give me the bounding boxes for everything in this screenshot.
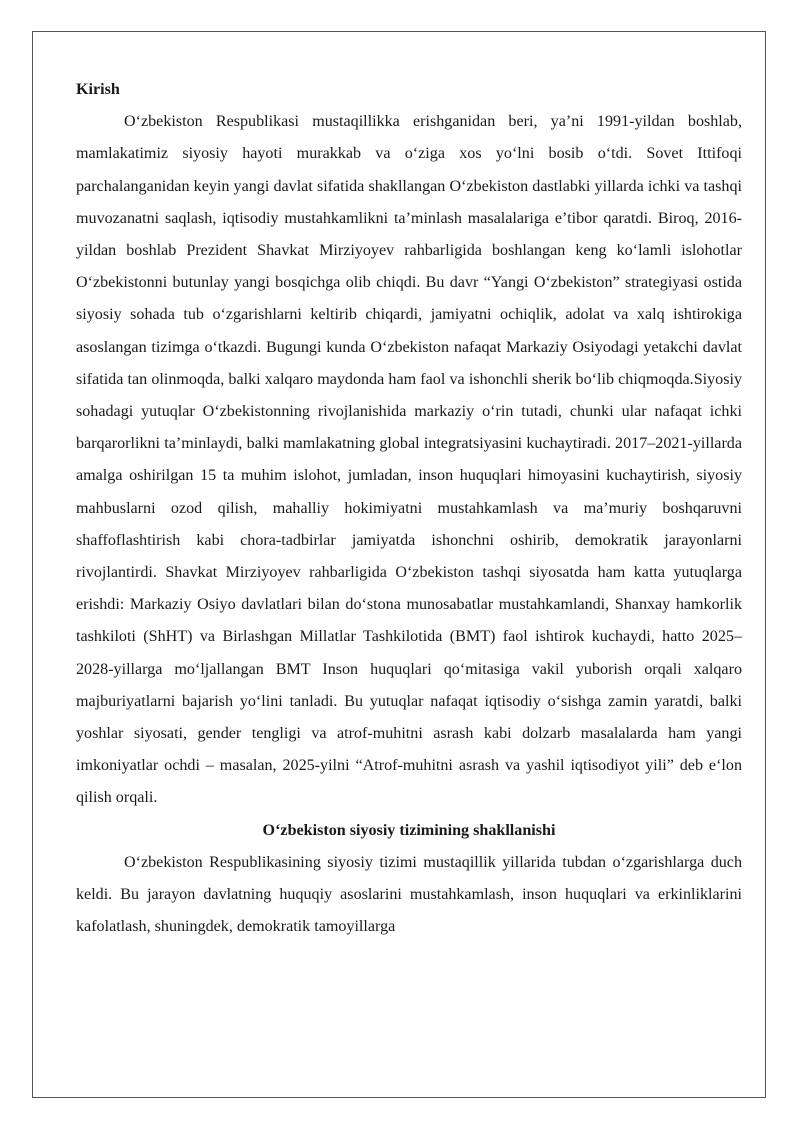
document-body bbox=[76, 74, 742, 943]
political-system-paragraph: O‘zbekiston Respublikasining siyosiy tizimi mustaqillik yillarida tubdan o‘zgarishlarga duch keldi. Bu jarayon davlatning huquqiy asoslarini mustahkamlash, inson huquqlari va erkinliklarini kafolatlash, shuningdek, demokratik tamoyillarga bbox=[76, 853, 742, 936]
section-heading-political-system: O‘zbekiston siyosiy tizimining shakllanishi bbox=[262, 821, 556, 839]
section-heading-intro: Kirish bbox=[76, 81, 120, 98]
intro-paragraph: O‘zbekiston Respublikasi mustaqillikka erishganidan beri, ya’ni 1991-yildan boshlab, mamlakatimiz siyosiy hayoti murakkab va o‘ziga xos yo‘lni bosib o‘tdi. Sovet Ittifoqi parchalanganidan keyin yangi davlat sifatida shakllangan O‘zbekiston dastlabki yillarda ichki va tashqi muvozanatni saqlash, iqtisodiy mustahkamlikni ta’minlash masalalariga e’tibor qaratdi. Biroq, 2016-yildan boshlab Prezident Shavkat Mirziyoyev rahbarligida boshlangan keng ko‘lamli islohotlar O‘zbekistonni butunlay yangi bosqichga olib chiqdi. Bu davr “Yangi O‘zbekiston” strategiyasi ostida siyosiy sohada tub o‘zgarishlarni keltirib chiqardi, jamiyatni ochiqlik, adolat va xalq ishtirokiga asoslangan tizimga o‘tkazdi. Bugungi kunda O‘zbekiston nafaqat Markaziy Osiyodagi yetakchi davlat sifatida tan olinmoqda, balki xalqaro maydonda ham faol va ishonchli sherik bo‘lib chiqmoqda.Siyosiy sohadagi yutuqlar O‘zbekistonning rivojlanishida markaziy o‘rin tutadi, chunki ular nafaqat ichki barqarorlikni ta’minlaydi, balki mamlakatning global integratsiyasini kuchaytiradi. 2017–2021-yillarda amalga oshirilgan 15 ta muhim islohot, jumladan, inson huquqlari himoyasini kuchaytirish, siyosiy mahbuslarni ozod qilish, mahalliy hokimiyatni mustahkamlash va ma’muriy boshqaruvni shaffoflashtirish kabi chora-tadbirlar jamiyatda ishonchni oshirib, demokratik jarayonlarni rivojlantirdi. Shavkat Mirziyoyev rahbarligida O‘zbekiston tashqi siyosatda ham katta yutuqlarga erishdi: Markaziy Osiyo davlatlari bilan do‘stona munosabatlar mustahkamlandi, Shanxay hamkorlik tashkiloti (ShHT) va Birlashgan Millatlar Tashkilotida (BMT) faol ishtirok kuchaydi, hatto 2025–2028-yillarga mo‘ljallangan BMT Inson huquqlari qo‘mitasiga vakil yuborish orqali xalqaro majburiyatlarni bajarish yo‘lini tanladi. Bu yutuqlar nafaqat iqtisodiy o‘sishga zamin yaratdi, balki yoshlar siyosati, gender tengligi va atrof-muhitni asrash kabi dolzarb masalalarda ham yangi imkoniyatlar ochdi – masalan, 2025-yilni “Atrof-muhitni asrash va yashil iqtisodiyot yili” deb e‘lon qilish orqali. bbox=[76, 113, 742, 807]
